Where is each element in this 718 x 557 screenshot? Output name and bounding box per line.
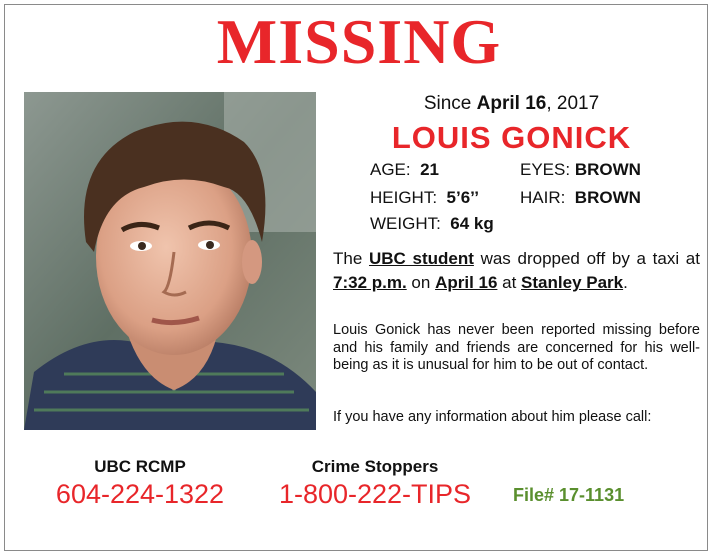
desc-time: 7:32 p.m. — [333, 273, 407, 292]
contact-number-crime-stoppers: 1-800-222-TIPS — [278, 479, 472, 509]
family-concern-paragraph: Louis Gonick has never been reported missing before and his family and friends are concerned for his well-being as it is unusual for him to be out of contact. — [333, 322, 700, 373]
desc-text: at — [497, 273, 522, 292]
hair-value: BROWN — [574, 188, 641, 207]
hair-label: HAIR: — [520, 188, 566, 207]
stat-height — [370, 188, 479, 208]
desc-text: . — [623, 273, 628, 292]
eyes-value: BROWN — [574, 160, 641, 179]
stat-age — [370, 160, 439, 180]
desc-text: on — [406, 273, 436, 292]
contact-number-rcmp: 604-224-1322 — [55, 479, 225, 509]
height-label: HEIGHT: — [370, 188, 438, 207]
height-value: 5’6’’ — [446, 188, 479, 207]
since-prefix: Since — [423, 93, 477, 114]
desc-text: was dropped off by a taxi at — [473, 249, 700, 268]
file-number: File# 17-1131 — [513, 485, 625, 505]
contact-label-rcmp: UBC RCMP — [94, 457, 186, 476]
weight-label: WEIGHT: — [370, 214, 441, 233]
desc-date: April 16 — [435, 273, 498, 292]
missing-since — [333, 93, 690, 115]
incident-description — [333, 247, 700, 295]
call-prompt: If you have any information about him please call: — [333, 409, 652, 425]
weight-value: 64 kg — [450, 214, 494, 233]
person-name: LOUIS GONICK — [391, 120, 632, 155]
since-date: April 16 — [476, 93, 547, 114]
age-label: AGE: — [370, 160, 411, 179]
desc-text: The — [333, 249, 369, 268]
missing-title: MISSING — [216, 6, 502, 77]
stat-eyes — [520, 160, 641, 180]
desc-ubc-student: UBC student — [368, 249, 474, 268]
contact-label-crime-stoppers: Crime Stoppers — [311, 457, 439, 476]
since-year: , 2017 — [546, 93, 600, 114]
stat-weight — [370, 214, 494, 234]
eyes-label: EYES: — [520, 160, 571, 179]
stat-hair — [520, 188, 641, 208]
person-photo — [24, 92, 316, 430]
person-photo-illustration — [24, 92, 316, 430]
age-value: 21 — [420, 160, 439, 179]
desc-place: Stanley Park — [521, 273, 624, 292]
